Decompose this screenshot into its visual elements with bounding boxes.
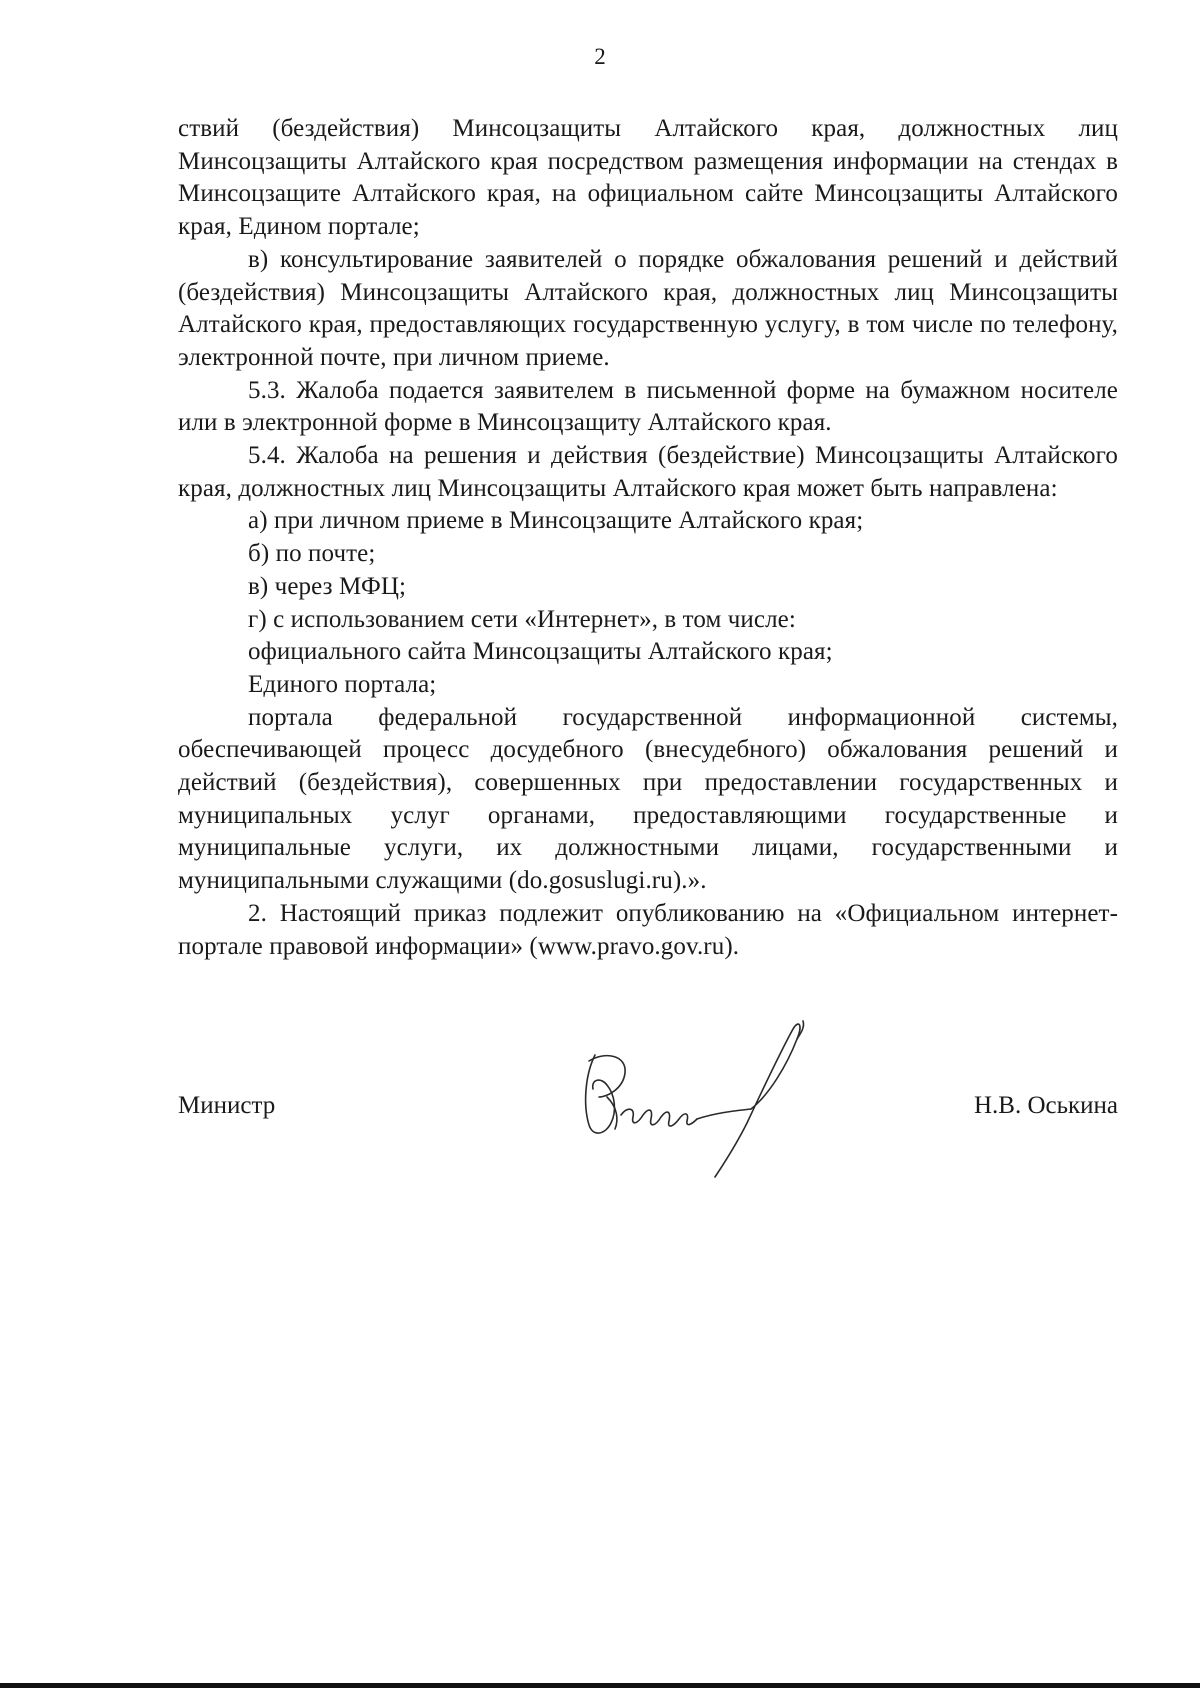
list-subitem-federal-portal: портала федеральной государственной информационной системы, обеспечивающей процесс досудебного (внесудебного) обжалования решений и действий (бездействия), совершенных при предоставлении государственных и муниципальных услуг органами, предоставляющими государственные и муниципальные услуги, их должностными лицами, государственными и муниципальными служащими (do.gosuslugi.ru).».: [178, 703, 1118, 895]
list-item-a: а) при личном приеме в Минсоцзащите Алтайского края;: [248, 507, 864, 535]
document-body: [178, 113, 1118, 963]
list-item-b: б) по почте;: [248, 540, 376, 568]
list-subitem-unified-portal: Единого портала;: [248, 670, 437, 698]
page-bottom-edge: [0, 1683, 1200, 1688]
signer-position: Министр: [178, 1092, 276, 1119]
signer-name: Н.В. Оськина: [973, 1092, 1118, 1119]
paragraph-item-v-consulting: в) консультирование заявителей о порядке обжалования решений и действий (бездействия) Минсоцзащиты Алтайского края, должностных лиц Минсоцзащиты Алтайского края, предоставляющих государственную услугу, в том числе по телефону, электронной почте, при личном приеме.: [178, 245, 1118, 371]
paragraph-5-4: 5.4. Жалоба на решения и действия (бездействие) Минсоцзащиты Алтайского края, должностных лиц Минсоцзащиты Алтайского края может быть направлена:: [178, 442, 1118, 502]
list-item-v: в) через МФЦ;: [248, 572, 407, 600]
list-subitem-official-site: официального сайта Минсоцзащиты Алтайского края;: [248, 638, 833, 666]
page-number: 2: [594, 44, 606, 69]
paragraph-publication-order: 2. Настоящий приказ подлежит опубликованию на «Официальном интернет-портале правовой информации» (www.pravo.gov.ru).: [178, 899, 1118, 960]
paragraph-continuation: ствий (бездействия) Минсоцзащиты Алтайского края, должностных лиц Минсоцзащиты Алтайского края посредством размещения информации на стендах в Минсоцзащите Алтайского края, на официальном сайте Минсоцзащиты Алтайского края, Едином портале;: [178, 115, 1118, 241]
paragraph-5-3: 5.3. Жалоба подается заявителем в письменной форме на бумажном носителе или в электронной форме в Минсоцзащиту Алтайского края.: [178, 376, 1118, 437]
handwritten-signature-icon: [555, 1015, 825, 1180]
list-item-g: г) с использованием сети «Интернет», в том числе:: [248, 605, 796, 633]
